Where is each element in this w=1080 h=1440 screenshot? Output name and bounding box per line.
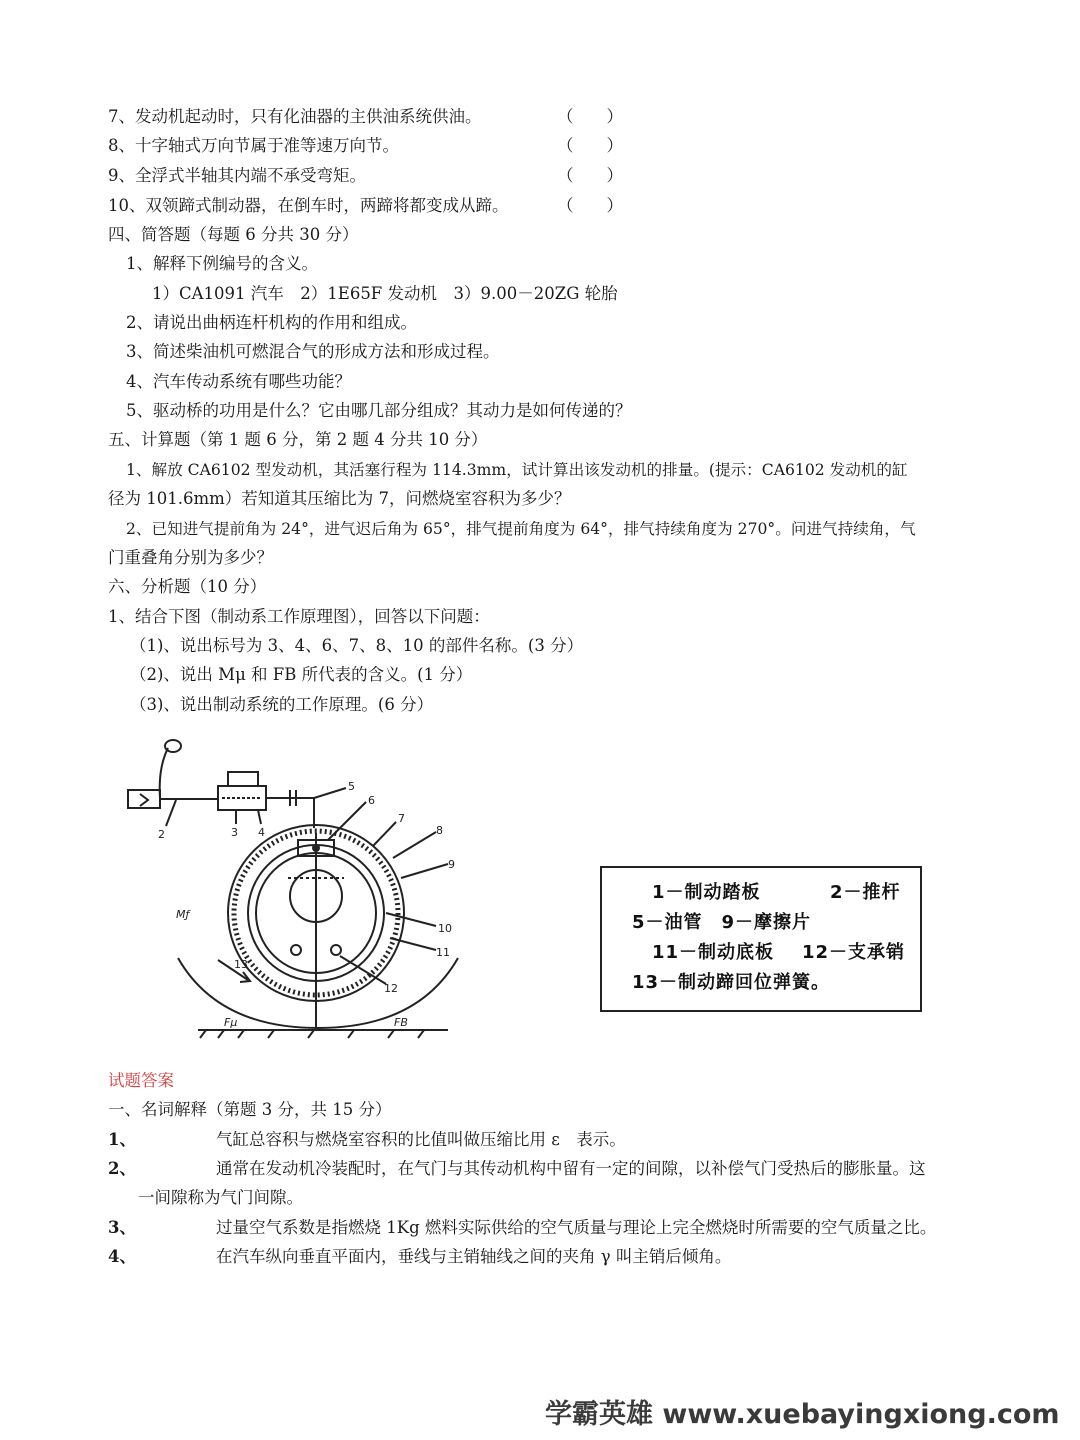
legend-line1b: 2－推杆 <box>830 882 901 903</box>
section4-q2: 2、请说出曲柄连杆机构的作用和组成。 <box>126 313 417 332</box>
answer-text-3: 过量空气系数是指燃烧 1Kg 燃料实际供给的空气质量与理论上完全燃烧时所需要的空气质量之比。 <box>216 1218 937 1237</box>
section6-sub3: （3)、说出制动系统的工作原理。(6 分） <box>130 695 434 714</box>
brake-system-diagram <box>118 728 478 1058</box>
answer-text-1: 气缸总容积与燃烧室容积的比值叫做压缩比用 ε 表示。 <box>216 1130 626 1149</box>
diagram-label-7: 7 <box>398 812 405 825</box>
diagram-label-6: 6 <box>368 794 375 807</box>
section6-q1: 1、结合下图（制动系工作原理图），回答以下问题： <box>108 607 490 626</box>
section5-q2-line1: 2、已知进气提前角为 24°，进气迟后角为 65°，排气提前角度为 64°，排气持续角度为 270°。问进气持续角，气 <box>126 520 916 538</box>
section4-q3: 3、简述柴油机可燃混合气的形成方法和形成过程。 <box>126 342 500 361</box>
section4-q1: 1、解释下例编号的含义。 <box>126 254 318 273</box>
answer-num-4: 4、 <box>108 1247 136 1266</box>
legend-line3b: 12－支承销 <box>802 942 906 963</box>
reservoir <box>228 772 258 786</box>
section5-q1-line2: 径为 101.6mm）若知道其压缩比为 7，问燃烧室容积为多少？ <box>108 489 571 508</box>
anchor-pin-left <box>291 945 301 955</box>
pedal-mount <box>128 790 160 808</box>
section6-title: 六、分析题（10 分） <box>108 577 267 596</box>
judge-item-8: 8、十字轴式万向节属于准等速万向节。 <box>108 136 399 155</box>
diagram-label-fr: Fμ <box>224 1016 238 1029</box>
section6-sub2: （2)、说出 Mμ 和 FB 所代表的含义。(1 分） <box>130 665 473 684</box>
legend-line2: 5－油管 9－摩擦片 <box>632 912 812 933</box>
diagram-label-mf: Mƒ <box>176 908 190 921</box>
section4-q4: 4、汽车传动系统有哪些功能？ <box>126 372 351 391</box>
section5-q2-line2: 门重叠角分别为多少？ <box>108 548 273 567</box>
diagram-label-8: 8 <box>436 824 443 837</box>
section5-q1-line1: 1、解放 CA6102 型发动机，其活塞行程为 114.3mm，试计算出该发动机的排量。(提示：CA6102 发动机的缸 <box>126 461 908 479</box>
diagram-label-fb: FB <box>394 1016 408 1029</box>
legend-line4: 13－制动蹄回位弹簧。 <box>632 972 831 993</box>
answers-title: 试题答案 <box>108 1071 174 1090</box>
diagram-label-13: 13 <box>234 958 248 971</box>
legend-line1a: 1－制动踏板 <box>652 882 761 903</box>
answer-num-1: 1、 <box>108 1130 136 1149</box>
diagram-label-9: 9 <box>448 858 455 871</box>
anchor-pin-right <box>331 945 341 955</box>
diagram-legend <box>600 866 922 1012</box>
answers-section1-title: 一、名词解释（第题 3 分，共 15 分） <box>108 1100 392 1119</box>
legend-line3a: 11－制动底板 <box>652 942 775 963</box>
section6-sub1: （1)、说出标号为 3、4、6、7、8、10 的部件名称。(3 分） <box>130 636 584 655</box>
diagram-label-5: 5 <box>348 780 355 793</box>
judge-item-9: 9、全浮式半轴其内端不承受弯矩。 <box>108 166 366 185</box>
diagram-label-2: 2 <box>158 828 165 841</box>
diagram-label-4: 4 <box>258 826 265 839</box>
answer-paren-10: （ ） <box>557 196 623 215</box>
pedal-pad <box>165 740 181 752</box>
section4-q1-sub: 1）CA1091 汽车 2）1E65F 发动机 3）9.00－20ZG 轮胎 <box>152 284 618 303</box>
answer-paren-8: （ ） <box>557 136 623 155</box>
answer-num-2: 2、 <box>108 1159 136 1178</box>
answer-paren-7: （ ） <box>557 107 623 126</box>
diagram-label-12: 12 <box>384 982 398 995</box>
diagram-label-10: 10 <box>438 922 452 935</box>
answer-text-4: 在汽车纵向垂直平面内，垂线与主销轴线之间的夹角 γ 叫主销后倾角。 <box>216 1247 732 1266</box>
diagram-label-11: 11 <box>436 946 450 959</box>
section4-title: 四、简答题（每题 6 分共 30 分） <box>108 225 359 244</box>
answer-paren-9: （ ） <box>557 166 623 185</box>
answer-num-3: 3、 <box>108 1218 136 1237</box>
site-watermark: 学霸英雄 www.xuebayingxiong.com <box>545 1399 1060 1430</box>
answer-text-2: 通常在发动机冷装配时，在气门与其传动机构中留有一定的间隙，以补偿气门受热后的膨胀量。这 <box>216 1159 926 1178</box>
section4-q5: 5、驱动桥的功用是什么？它由哪几部分组成？其动力是如何传递的？ <box>126 401 632 420</box>
diagram-label-3: 3 <box>231 826 238 839</box>
judge-item-10: 10、双领蹄式制动器，在倒车时，两蹄将都变成从蹄。 <box>108 196 509 215</box>
judge-item-7: 7、发动机起动时，只有化油器的主供油系统供油。 <box>108 107 482 126</box>
section5-title: 五、计算题（第 1 题 6 分，第 2 题 4 分共 10 分） <box>108 430 488 449</box>
answer-text-2-cont: 一间隙称为气门间隙。 <box>138 1188 303 1207</box>
